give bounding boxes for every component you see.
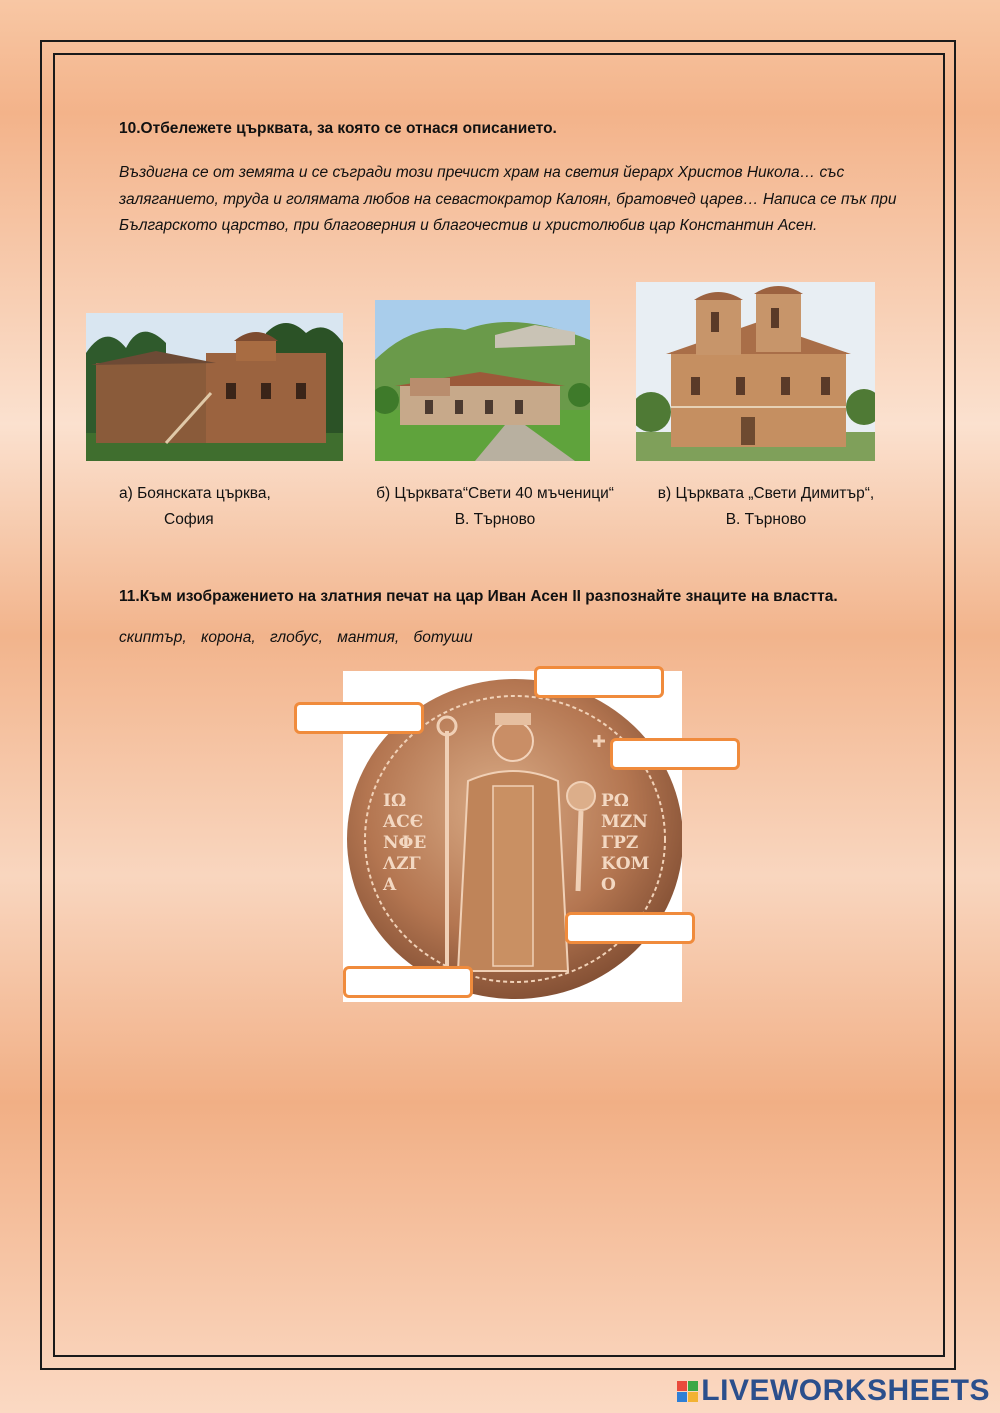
forty-martyrs-church-photo[interactable] (375, 300, 590, 461)
liveworksheets-icon (677, 1381, 698, 1402)
coin-left-line: ΙΩ (383, 791, 407, 811)
boyana-church-photo[interactable] (86, 313, 343, 461)
option-a-name: а) Боянската църква, (119, 485, 271, 502)
answer-box-globus[interactable] (610, 738, 740, 770)
coin-left-line: ΝΦΕ (383, 833, 427, 853)
answer-box-scepter[interactable] (294, 702, 424, 734)
coin-right-line: ΜΖΝ (601, 812, 648, 832)
option-b-caption (360, 481, 630, 533)
coin-left-line: Α (383, 875, 397, 895)
st-dimitar-church-photo[interactable] (636, 282, 875, 461)
answer-box-crown[interactable] (534, 666, 664, 698)
option-c-caption (641, 481, 891, 533)
answer-box-boots[interactable] (343, 966, 473, 998)
coin-right-line: ΓΡΖ (601, 833, 639, 853)
word-crown: корона, (201, 629, 256, 646)
coin-right-line: ΚΟΜ (601, 854, 650, 874)
option-c-name: в) Църквата „Свети Димитър“, (657, 485, 875, 502)
coin-inscription-right (601, 791, 649, 896)
coin-right-line: PΩ (601, 791, 629, 811)
question-10-title: 10.Отбележете църквата, за която се отнася описанието. (119, 120, 557, 137)
word-scepter: скиптър, (119, 629, 187, 646)
option-a-city: София (164, 511, 214, 528)
question-10-description: Въздигна се от земята и се съгради този пречист храм на светия йерарх Христов Никола… със заляганието, труда и голямата любов на севастократор Калоян, братовчед царев… Написа се пък при Българското царство, при благоверния и благочестив и христолюбив цар Константин Асен. (119, 164, 897, 234)
answer-box-mantle[interactable] (565, 912, 695, 944)
brand-text: LIVEWORKSHEETS (701, 1374, 990, 1407)
word-bank (119, 629, 483, 647)
option-b-city: В. Търново (454, 511, 536, 528)
option-b-name: б) Църквата“Свети 40 мъченици“ (376, 485, 614, 502)
coin-left-line: ΛΖΓ (383, 854, 421, 874)
word-boots: ботуши (413, 629, 473, 646)
coin-left-line: ΑСЄ (383, 812, 424, 832)
word-globus: глобус, (269, 629, 323, 646)
liveworksheets-logo[interactable] (677, 1374, 990, 1408)
option-a-caption (119, 481, 271, 533)
coin-right-line: Ο (601, 875, 616, 895)
option-c-city: В. Търново (725, 511, 807, 528)
question-11-title: 11.Към изображението на златния печат на цар Иван Асен II разпознайте знаците на властта. (119, 588, 838, 605)
coin-inscription-left (383, 791, 426, 896)
word-mantle: мантия, (337, 629, 400, 646)
